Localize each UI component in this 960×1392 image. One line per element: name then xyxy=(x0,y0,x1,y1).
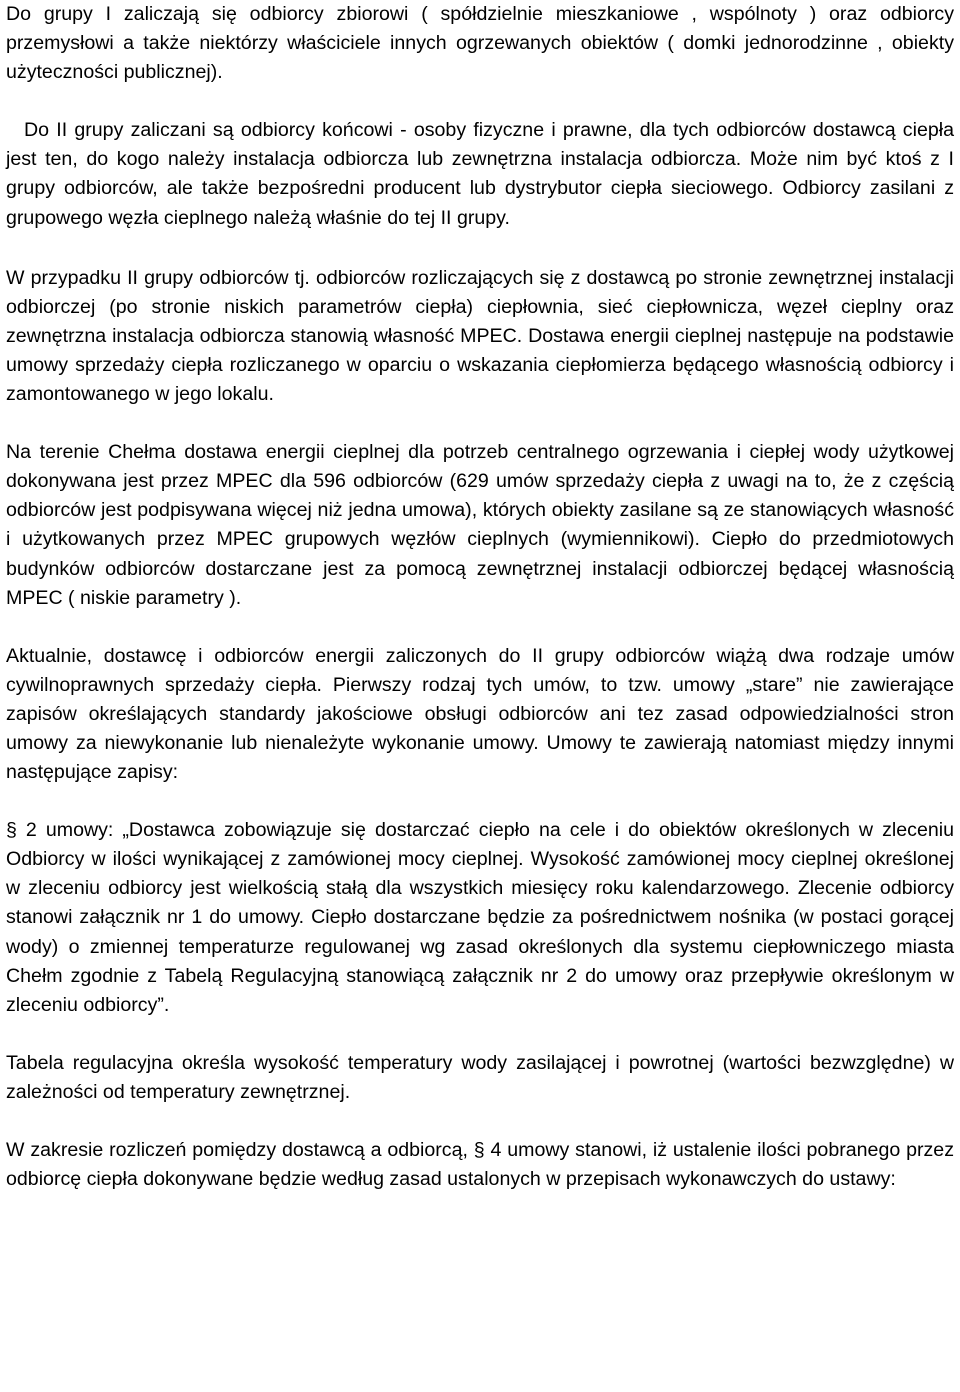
paragraph-rozliczenia-grupa-2: W przypadku II grupy odbiorców tj. odbiorców rozliczających się z dostawcą po stronie zewnętrznej instalacji odbiorczej (po stronie niskich parametrów ciepła) ciepłownia, sieć ciepłownicza, węzeł cieplny oraz zewnętrzna instalacja odbiorcza stanowią własność MPEC. Dostawa energii cieplnej następuje na podstawie umowy sprzedaży ciepła rozliczanego w oparciu o wskazania ciepłomierza będącego własnością odbiorcy i zamontowanego w jego lokalu. xyxy=(6,266,954,406)
paragraph-rodzaje-umow: Aktualnie, dostawcę i odbiorców energii zaliczonych do II grupy odbiorców wiążą dwa rodzaje umów cywilnoprawnych sprzedaży ciepła. Pierwszy rodzaj tych umów, to tzw. umowy „stare” nie zawierające zapisów określających standardy jakościowe obsługi odbiorców ani tez zasad odpowiedzialności stron umowy za niewykonanie lub nienależyte wykonanie umowy. Umowy te zawierają natomiast między innymi następujące zapisy: xyxy=(6,644,954,784)
paragraph-chelm-dostawa: Na terenie Chełma dostawa energii cieplnej dla potrzeb centralnego ogrzewania i ciepłej wody użytkowej dokonywana jest przez MPEC dla 596 odbiorców (629 umów sprzedaży ciepła z uwagi na to, że z częścią odbiorców jest podpisywana więcej niż jedna umowa), których obiekty zasilane są ze stanowiących własność i użytkowanych przez MPEC grupowych węzłów cieplnych (wymiennikowi). Ciepło do przedmiotowych budynków odbiorców dostarczane jest za pomocą zewnętrznej instalacji odbiorczej będącej własnością MPEC ( niskie parametry ). xyxy=(6,441,954,609)
document-page xyxy=(6,0,954,1194)
paragraph-odbiorcy-grupa-1: Do grupy I zaliczają się odbiorcy zbiorowi ( spółdzielnie mieszkaniowe , wspólnoty ) oraz odbiorcy przemysłowi a także niektórzy właściciele innych ogrzewanych obiektów ( domki jednorodzinne , obiekty użyteczności publicznej). xyxy=(6,3,954,84)
paragraph-paragraf-2-umowy: § 2 umowy: „Dostawca zobowiązuje się dostarczać ciepło na cele i do obiektów określonych w zleceniu Odbiorcy w ilości wynikającej z zamówionej mocy cieplnej. Wysokość zamówionej mocy cieplnej określonej w zleceniu odbiorcy jest wielkością stałą dla wszystkich miesięcy roku kalendarzowego. Zlecenie odbiorcy stanowi załącznik nr 1 do umowy. Ciepło dostarczane będzie za pośrednictwem nośnika (w postaci gorącej wody) o zmiennej temperaturze regulowanej wg zasad określonych dla systemu ciepłowniczego miasta Chełm zgodnie z Tabelą Regulacyjną stanowiącą załącznik nr 2 do umowy oraz przepływie określonym w zleceniu odbiorcy”. xyxy=(6,819,954,1016)
paragraph-paragraf-4-rozliczenia: W zakresie rozliczeń pomiędzy dostawcą a odbiorcą, § 4 umowy stanowi, iż ustalenie ilości pobranego przez odbiorcę ciepła dokonywane będzie według zasad ustalonych w przepisach wykonawczych do ustawy: xyxy=(6,1139,954,1191)
paragraph-odbiorcy-grupa-2: Do II grupy zaliczani są odbiorcy końcowi - osoby fizyczne i prawne, dla tych odbiorców dostawcą ciepła jest ten, do kogo należy instalacja odbiorcza lub zewnętrzna instalacja odbiorcza. Może nim być ktoś z I grupy odbiorców, ale także bezpośredni producent lub dystrybutor ciepła sieciowego. Odbiorcy zasilani z grupowego węzła cieplnego należą właśnie do tej II grupy. xyxy=(6,119,954,229)
paragraph-tabela-regulacyjna: Tabela regulacyjna określa wysokość temperatury wody zasilającej i powrotnej (wartości bezwzględne) w zależności od temperatury zewnętrznej. xyxy=(6,1051,954,1103)
